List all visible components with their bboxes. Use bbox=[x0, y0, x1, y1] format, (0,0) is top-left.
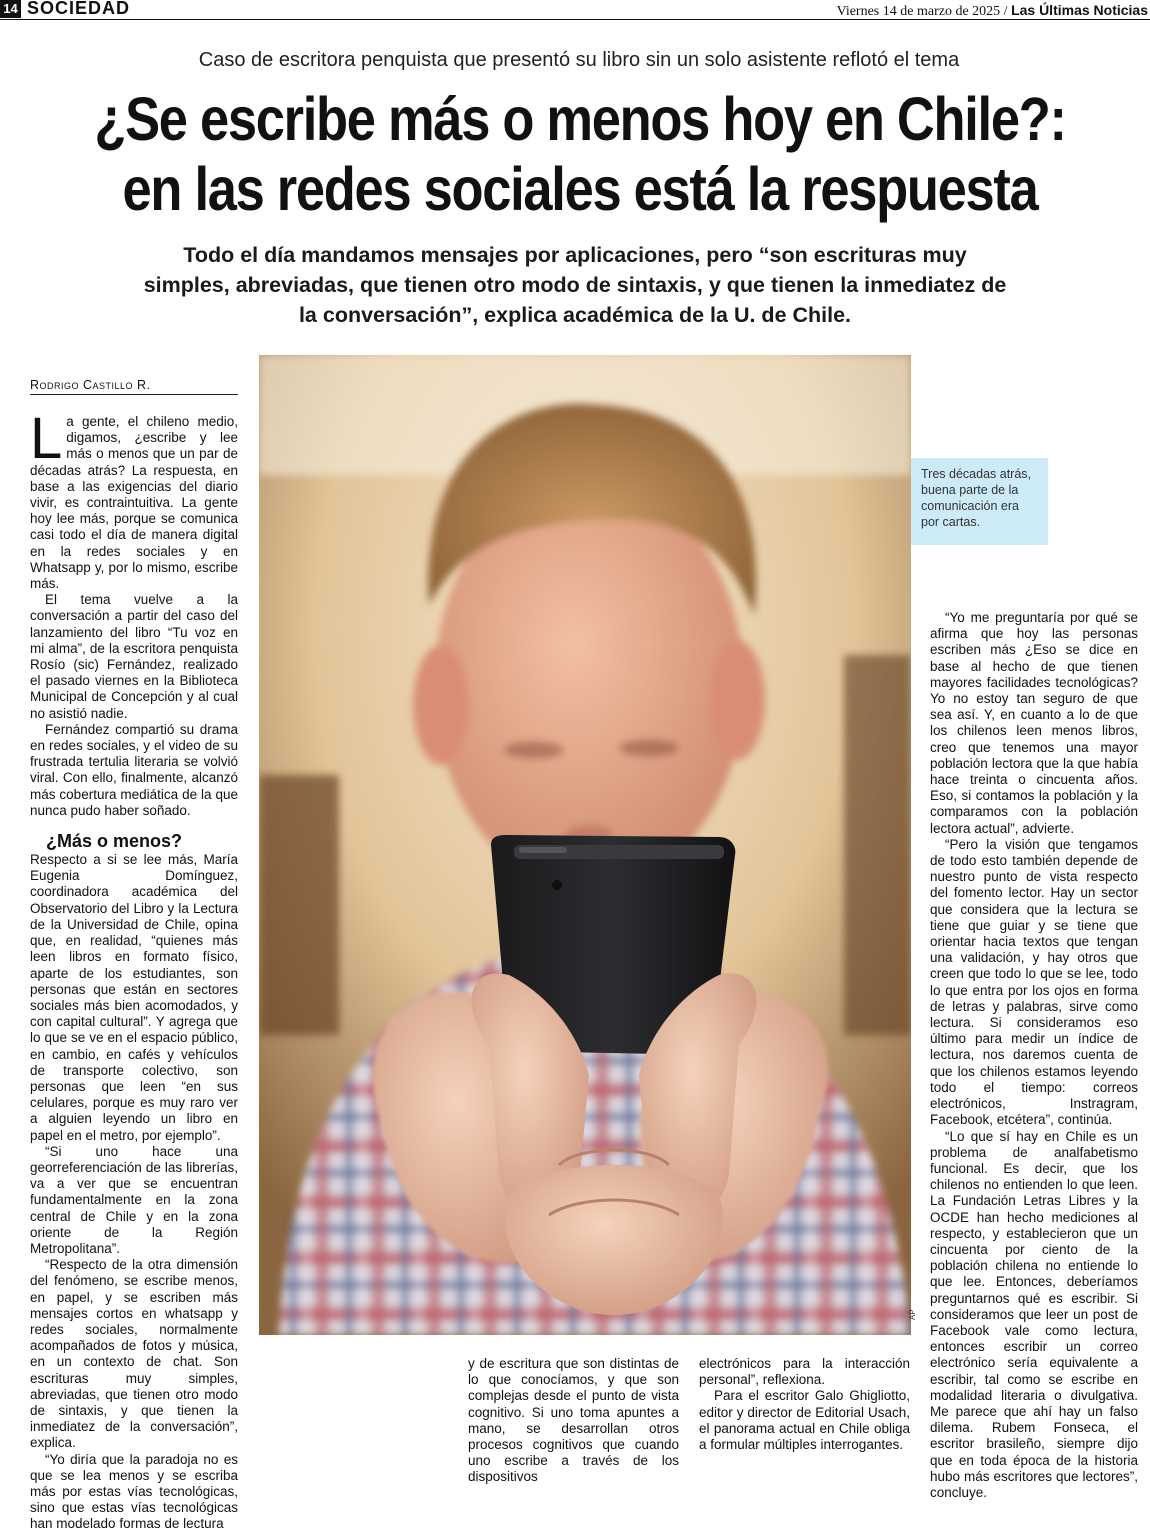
page-number: 14 bbox=[0, 0, 21, 18]
paragraph-text: a gente, el chileno medio, digamos, ¿escribe y lee más o menos que un par de décadas atrás? La respuesta, en base a las exigencias del diario vivir, es contraintuitiva. La gente hoy lee más, porque se comunica casi todo el día de manera digital en la redes sociales y en Whatsapp y, por lo mismo, escribe más. bbox=[30, 414, 238, 592]
paragraph: Para el escritor Galo Ghigliotto, editor y director de Editorial Usach, el panorama actual en Chile obliga a formular múltiples interrogantes. bbox=[699, 1388, 910, 1453]
page-header bbox=[0, 0, 1150, 20]
article-deck: Todo el día mandamos mensajes por aplicaciones, pero “son escrituras muy simples, abreviadas, que tienen otro modo de sintaxis, y que tienen la inmediatez de la conversación”, explica académica de la U. de Chile. bbox=[143, 243, 1007, 327]
article-kicker: Caso de escritora penquista que presentó su libro sin un solo asistente reflotó el tema bbox=[198, 49, 960, 71]
paragraph: El tema vuelve a la conversación a partir del caso del lanzamiento del libro “Tu voz en mi alma”, de la escritora penquista Rosío (sic) Fernández, realizado el pasado viernes en la Biblioteca Municipal de Concepción y al cual no asistió nadie. bbox=[30, 592, 238, 721]
paragraph: “Yo me preguntaría por qué se afirma que hoy las personas escriben más ¿Eso se dice en base al hecho de que tienen mayores facilidades tecnológicas? Yo no estoy tan seguro de que sea así. Y, en cuanto a lo de que los chilenos leen menos libros, creo que tenemos una mayor población lectora que la que había hace treinta o cincuenta años. Eso, si contamos la población y la comparamos con la población lectora actual”, advierte. bbox=[930, 610, 1138, 836]
article-headline: ¿Se escribe más o menos hoy en Chile?: en las redes sociales está la respuesta bbox=[94, 85, 1066, 223]
text-column-4 bbox=[930, 610, 1138, 1501]
paragraph: Respecto a si se lee más, María Eugenia Domínguez, coordinadora académica del Observatorio del Libro y la Lectura de la Universidad de Chile, opina que, en realidad, “quienes más leen libros en formato físico, aparte de los estudiantes, son personas que están en sectores sociales más bien acomodados, y con capital cultural”. Y agrega que lo que se ve en el espacio público, en cambio, en cafés y vehículos de transporte colectivo, son personas que leen “en sus celulares, porque es muy raro ver a alguien leyendo un libro en papel en el metro, por ejemplo”. bbox=[30, 852, 238, 1143]
paragraph: “Pero la visión que tengamos de todo esto también depende de nuestro punto de vista respecto del fomento lector. Hay un sector que considera que la lectura se tiene que guiar y se tiene que orientar hacia textos que tengan una validación, y hay otros que creen que todo lo que se lee, todo lo que entra por los ojos en forma de letras y palabras, sirve como lectura. Si consideramos eso último para medir un índice de lectura, nos daremos cuenta de que los chilenos estamos leyendo todo el tiempo: correos electrónicos, Instragram, Facebook, etcétera”, continúa. bbox=[930, 836, 1138, 1128]
teen-with-phone-illustration bbox=[259, 355, 911, 1335]
issue-date: Viernes 14 de marzo de 2025 bbox=[836, 4, 1001, 19]
paragraph: “Respecto de la otra dimensión del fenómeno, se escribe menos, en papel, y se escriben más mensajes cortos en whatsapp y redes sociales, normalmente acompañados de fotos y música, en un contexto de chat. Son escrituras muy simples, abreviadas, que tienen otro modo de sintaxis, y que tienen la inmediatez de la conversación”, explica. bbox=[30, 1257, 238, 1451]
paragraph: “Si uno hace una georreferenciación de las librerías, va a ver que se encuentran fundamentalmente en la zona central de Chile y en la zona oriente de la Región Metropolitana”. bbox=[30, 1143, 238, 1256]
text-column-3 bbox=[699, 1356, 910, 1453]
paragraph: “Yo diría que la paradoja no es que se lea menos y se escriba más por estas vías tecnológicas, sino que estas vías tecnológicas han modelado formas de lectura bbox=[30, 1451, 238, 1532]
byline: Rodrigo Castillo R. bbox=[30, 378, 238, 395]
text-column-1 bbox=[30, 406, 238, 1533]
paragraph: y de escritura que son distintas de lo que conocíamos, y que son complejas desde el punto de vista cognitivo. Si uno toma apuntes a mano, se desarrollan otros procesos cognitivos que cuando uno escribe a través de los dispositivos bbox=[468, 1356, 679, 1485]
drop-cap: L bbox=[30, 406, 63, 471]
section-name: SOCIEDAD bbox=[27, 0, 131, 18]
dateline bbox=[837, 2, 1148, 20]
photo-credit: AP bbox=[908, 1309, 917, 1320]
article-photo bbox=[259, 355, 911, 1335]
paragraph: Fernández compartió su drama en redes sociales, y el video de su frustrada tertulia literaria se volvió viral. Con ello, finalmente, alcanzó más cobertura mediática de la que nunca pudo haber soñado. bbox=[30, 721, 238, 818]
paragraph: electrónicos para la interacción personal”, reflexiona. bbox=[699, 1356, 910, 1388]
text-column-2 bbox=[468, 1356, 679, 1486]
paragraph: “Lo que sí hay en Chile es un problema de analfabetismo funcional. Es decir, que los chilenos no entienden lo que leen. La Fundación Letras Libres y la OCDE han hecho mediciones al respecto, y establecieron que un cincuenta por ciento de la población chilena no entiende lo que lee. Entonces, deberíamos preguntarnos qué es escribir. Si consideramos que leer un post de Facebook vale como lectura, entonces escribir un correo electrónico sería equivalente a escribir, tal como se escribe en modalidad literaria o divulgativa. Me parece que ahí hay un falso dilema. Rubem Fonseca, el escritor brasileño, siempre dijo que en toda época de la historia hubo más escritores que lectores”, concluye. bbox=[930, 1128, 1138, 1500]
paragraph bbox=[30, 406, 238, 592]
photo-caption: Tres décadas atrás, buena parte de la comunicación era por cartas. bbox=[911, 458, 1048, 545]
subheading: ¿Más o menos? bbox=[46, 831, 183, 852]
dateline-separator: / bbox=[1000, 4, 1012, 19]
publication-name: Las Últimas Noticias bbox=[1011, 2, 1148, 18]
